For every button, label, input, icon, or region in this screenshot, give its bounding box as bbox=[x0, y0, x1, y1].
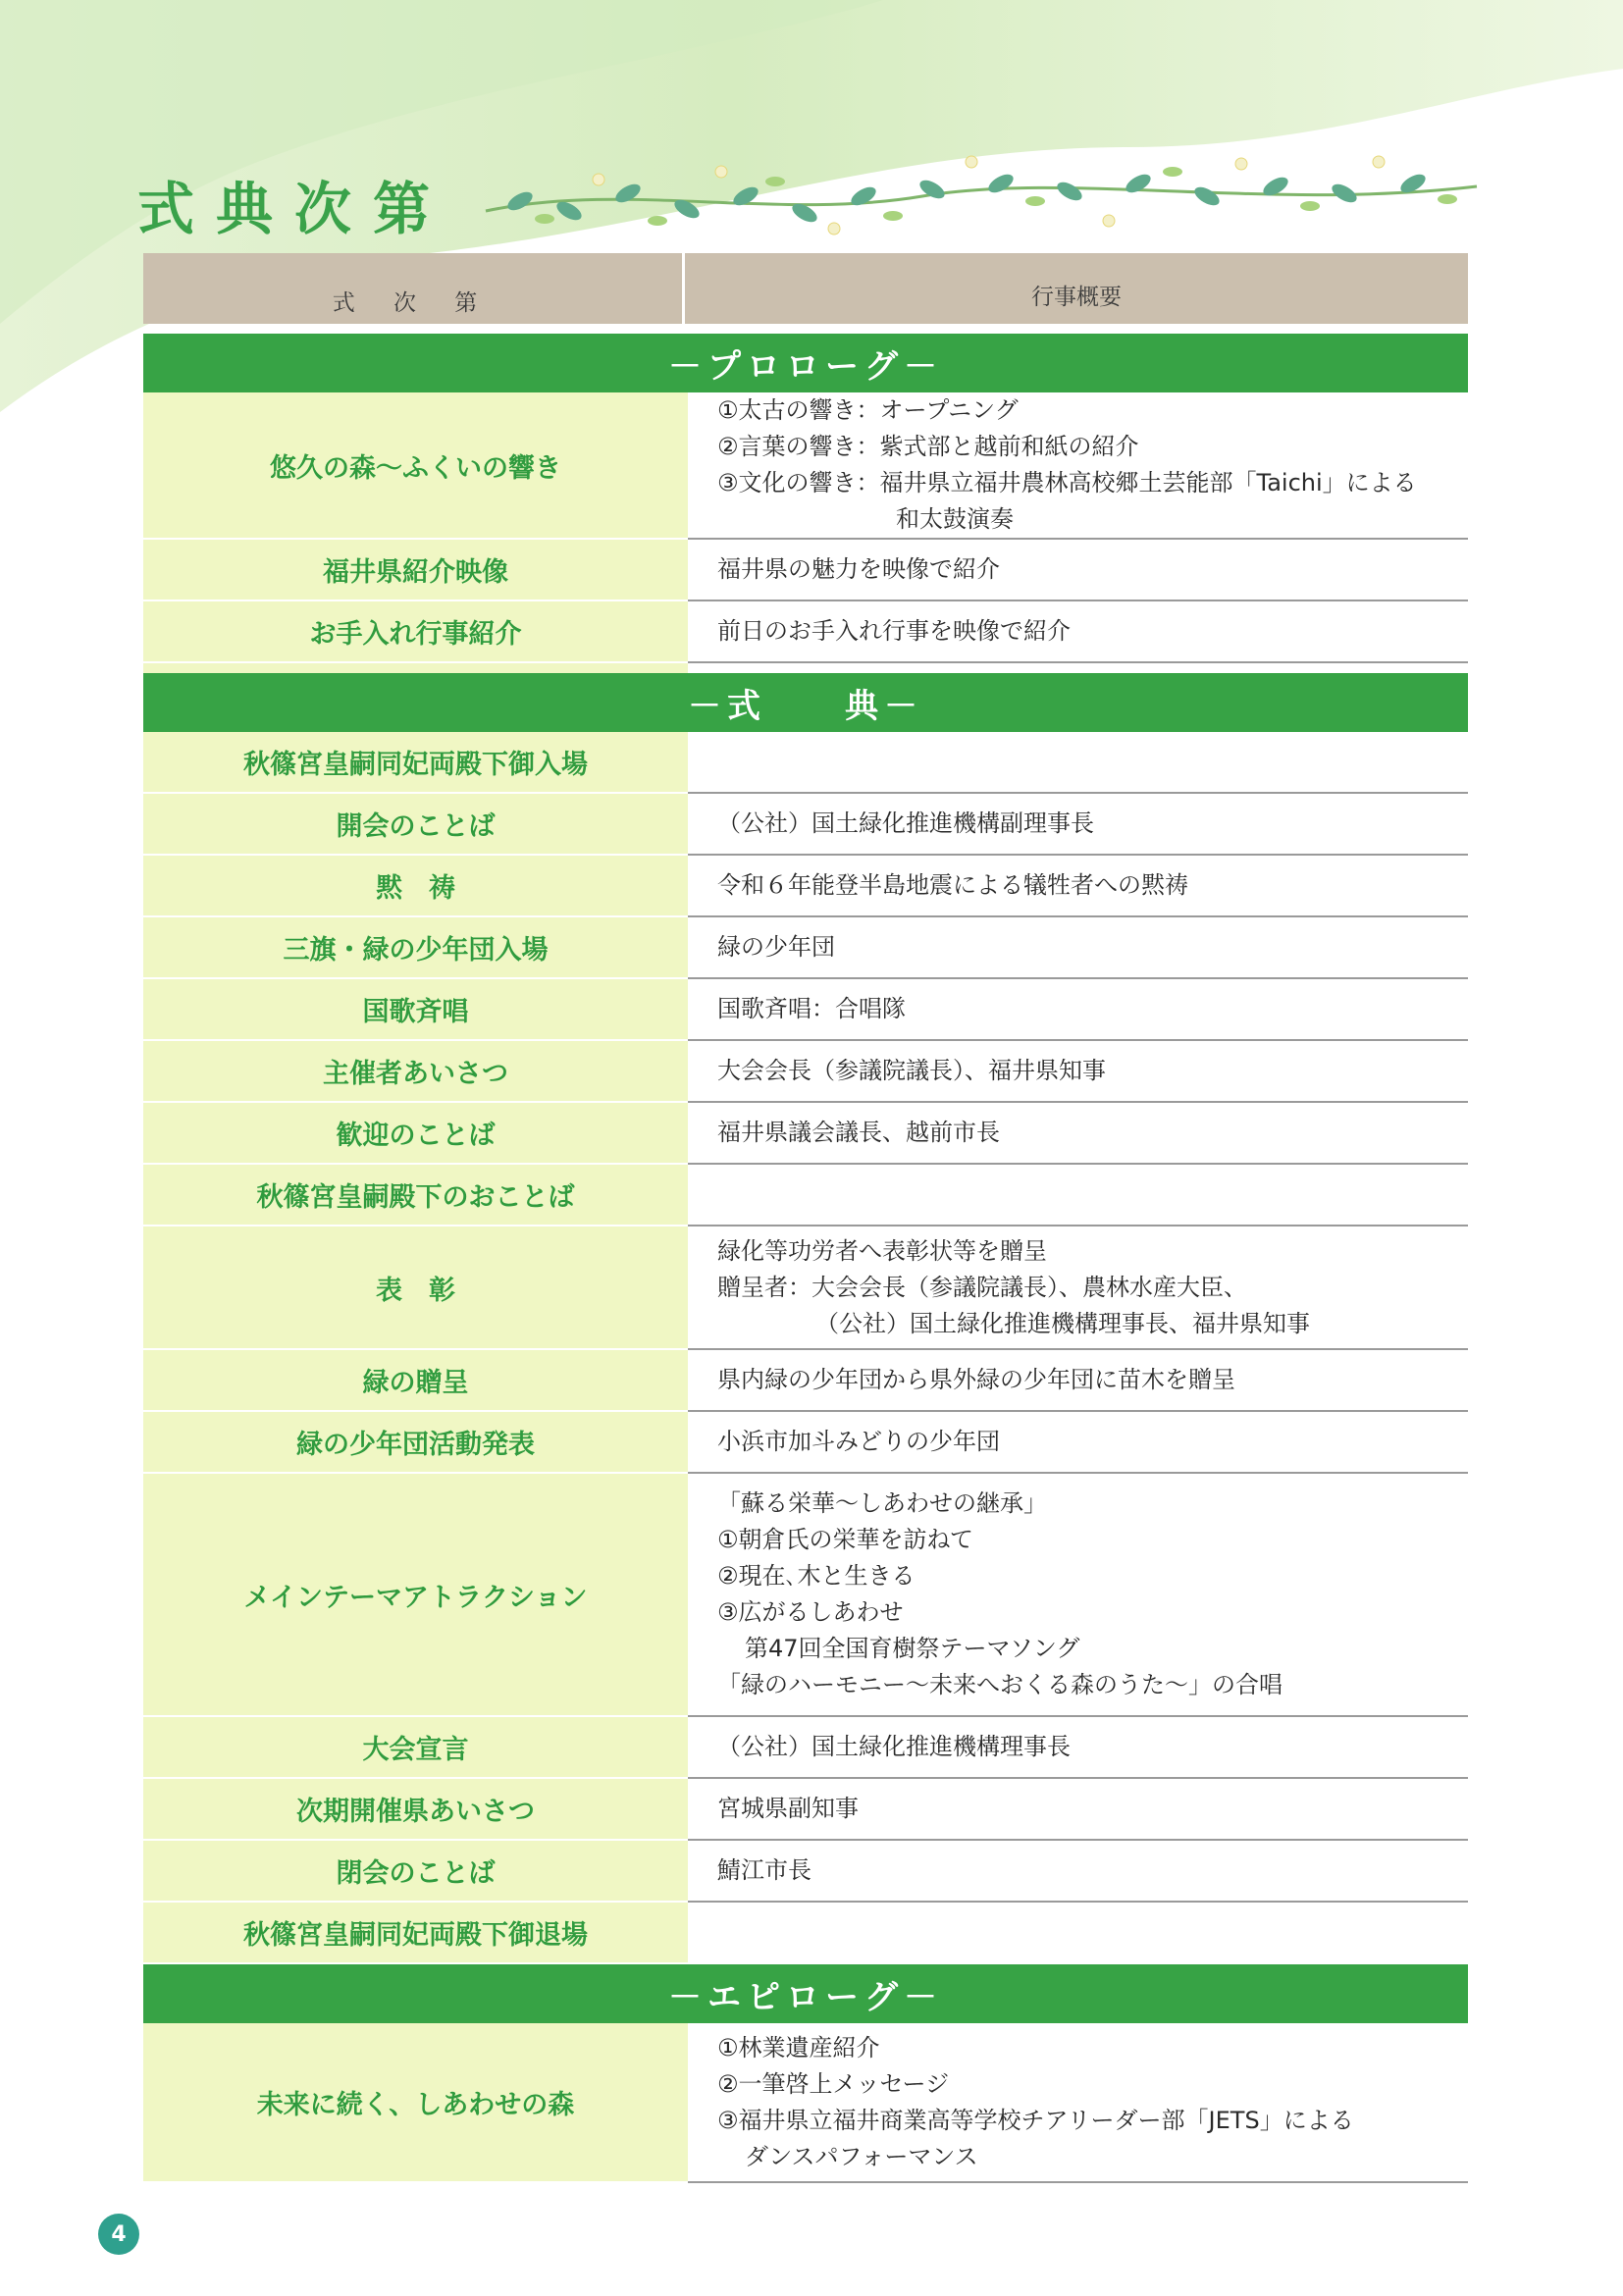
desc-line: 贈呈者：大会会長（参議院議長）、農林水産大臣、 bbox=[717, 1273, 1247, 1301]
row-desc bbox=[688, 732, 1468, 794]
table-row bbox=[143, 856, 1468, 917]
ceremony-program-table bbox=[143, 253, 1468, 2183]
desc-line: ①太古の響き：オープニング bbox=[717, 396, 1019, 424]
table-row bbox=[143, 1226, 1468, 1350]
desc-line: ②一筆啓上メッセージ bbox=[717, 2069, 950, 2098]
table-row bbox=[143, 1103, 1468, 1165]
table-row bbox=[143, 1165, 1468, 1226]
desc-line: 「蘇る栄華～しあわせの継承」 bbox=[717, 1489, 1047, 1517]
desc-line: ②現在､木と生きる bbox=[717, 1562, 916, 1590]
desc-line: 小浜市加斗みどりの少年団 bbox=[717, 1428, 1000, 1455]
row-name: 歓迎のことば bbox=[143, 1103, 688, 1165]
desc-line: ③文化の響き：福井県立福井農林高校郷土芸能部「Taichi」による bbox=[717, 469, 1417, 496]
row-desc bbox=[688, 1226, 1468, 1350]
row-name: 開会のことば bbox=[143, 794, 688, 856]
table-row bbox=[143, 1350, 1468, 1412]
page-title: 式典次第 bbox=[137, 176, 452, 242]
row-name: 閉会のことば bbox=[143, 1841, 688, 1903]
row-desc bbox=[688, 979, 1468, 1041]
desc-line: （公社）国土緑化推進機構理事長 bbox=[717, 1733, 1071, 1760]
table-row bbox=[143, 601, 1468, 663]
row-desc bbox=[688, 392, 1468, 540]
desc-line: 鯖江市長 bbox=[717, 1856, 812, 1884]
desc-line: ①林業遺産紹介 bbox=[717, 2033, 880, 2061]
table-row bbox=[143, 1841, 1468, 1903]
row-desc bbox=[688, 917, 1468, 979]
table-row bbox=[143, 1717, 1468, 1779]
row-name: 主催者あいさつ bbox=[143, 1041, 688, 1103]
desc-line: 宮城県副知事 bbox=[717, 1795, 859, 1822]
header-program: 式 次 第 bbox=[143, 253, 685, 324]
desc-line: 「緑のハーモニー～未来へおくる森のうた～」の合唱 bbox=[717, 1671, 1283, 1698]
row-name: 未来に続く、しあわせの森 bbox=[143, 2023, 688, 2183]
section-epilogue: －エピローグ－ bbox=[143, 1964, 1468, 2023]
table-row bbox=[143, 1041, 1468, 1103]
table-row bbox=[143, 1412, 1468, 1474]
row-name: 三旗・緑の少年団入場 bbox=[143, 917, 688, 979]
desc-line: ①朝倉氏の栄華を訪ねて bbox=[717, 1526, 973, 1553]
table-row bbox=[143, 794, 1468, 856]
desc-line: 福井県の魅力を映像で紹介 bbox=[717, 555, 1000, 583]
row-desc bbox=[688, 1779, 1468, 1841]
row-name: 表 彰 bbox=[143, 1226, 688, 1350]
row-desc bbox=[688, 1841, 1468, 1903]
desc-line: 和太鼓演奏 bbox=[896, 505, 1014, 533]
row-desc bbox=[688, 1903, 1468, 1964]
row-desc bbox=[688, 1412, 1468, 1474]
row-name: メインテーマアトラクション bbox=[143, 1474, 688, 1717]
desc-line: 前日のお手入れ行事を映像で紹介 bbox=[717, 617, 1071, 645]
table-row bbox=[143, 392, 1468, 540]
desc-line: ③広がるしあわせ bbox=[717, 1598, 904, 1626]
row-name: お手入れ行事紹介 bbox=[143, 601, 688, 663]
section-ceremony: －式 典－ bbox=[143, 673, 1468, 732]
row-name: 悠久の森～ふくいの響き bbox=[143, 392, 688, 540]
row-desc bbox=[688, 540, 1468, 601]
row-name: 緑の贈呈 bbox=[143, 1350, 688, 1412]
row-name: 次期開催県あいさつ bbox=[143, 1779, 688, 1841]
row-desc bbox=[688, 1041, 1468, 1103]
table-row bbox=[143, 2023, 1468, 2183]
table-row bbox=[143, 1779, 1468, 1841]
desc-line: 令和６年能登半島地震による犠牲者への黙祷 bbox=[717, 871, 1188, 899]
row-name: 福井県紹介映像 bbox=[143, 540, 688, 601]
row-name: 国歌斉唱 bbox=[143, 979, 688, 1041]
row-desc bbox=[688, 1165, 1468, 1226]
desc-line: （公社）国土緑化推進機構副理事長 bbox=[717, 809, 1094, 837]
row-desc bbox=[688, 856, 1468, 917]
row-desc bbox=[688, 601, 1468, 663]
desc-line: 緑化等功労者へ表彰状等を贈呈 bbox=[717, 1236, 1047, 1265]
row-name: 黙 祷 bbox=[143, 856, 688, 917]
desc-line: 緑の少年団 bbox=[717, 933, 835, 961]
row-desc bbox=[688, 794, 1468, 856]
desc-line: ダンスパフォーマンス bbox=[745, 2142, 978, 2170]
header-summary: 行事概要 bbox=[1031, 284, 1122, 310]
row-name: 緑の少年団活動発表 bbox=[143, 1412, 688, 1474]
row-name: 大会宣言 bbox=[143, 1717, 688, 1779]
row-desc bbox=[688, 1103, 1468, 1165]
desc-line: （公社）国土緑化推進機構理事長、福井県知事 bbox=[815, 1309, 1310, 1337]
table-row bbox=[143, 917, 1468, 979]
desc-line: ③福井県立福井商業高等学校チアリーダー部「JETS」による bbox=[717, 2106, 1354, 2134]
row-name: 秋篠宮皇嗣同妃両殿下御退場 bbox=[143, 1903, 688, 1964]
table-header bbox=[143, 253, 1468, 324]
row-name: 秋篠宮皇嗣同妃両殿下御入場 bbox=[143, 732, 688, 794]
desc-line: 第47回全国育樹祭テーマソング bbox=[745, 1635, 1080, 1662]
desc-line: 国歌斉唱：合唱隊 bbox=[717, 995, 906, 1022]
desc-line: ②言葉の響き：紫式部と越前和紙の紹介 bbox=[717, 433, 1139, 460]
row-desc bbox=[688, 1474, 1468, 1717]
row-desc bbox=[688, 1717, 1468, 1779]
row-desc bbox=[688, 2023, 1468, 2183]
vine-decoration bbox=[481, 142, 1482, 250]
table-row bbox=[143, 732, 1468, 794]
table-row bbox=[143, 1474, 1468, 1717]
table-row bbox=[143, 540, 1468, 601]
row-desc bbox=[688, 1350, 1468, 1412]
table-row bbox=[143, 1903, 1468, 1964]
desc-line: 福井県議会議長、越前市長 bbox=[717, 1119, 1000, 1146]
section-prologue: －プロローグ－ bbox=[143, 334, 1468, 392]
page-number-badge: 4 bbox=[98, 2214, 139, 2255]
table-row bbox=[143, 979, 1468, 1041]
row-name: 秋篠宮皇嗣殿下のおことば bbox=[143, 1165, 688, 1226]
desc-line: 県内緑の少年団から県外緑の少年団に苗木を贈呈 bbox=[717, 1366, 1235, 1393]
desc-line: 大会会長（参議院議長）、福井県知事 bbox=[717, 1057, 1106, 1084]
